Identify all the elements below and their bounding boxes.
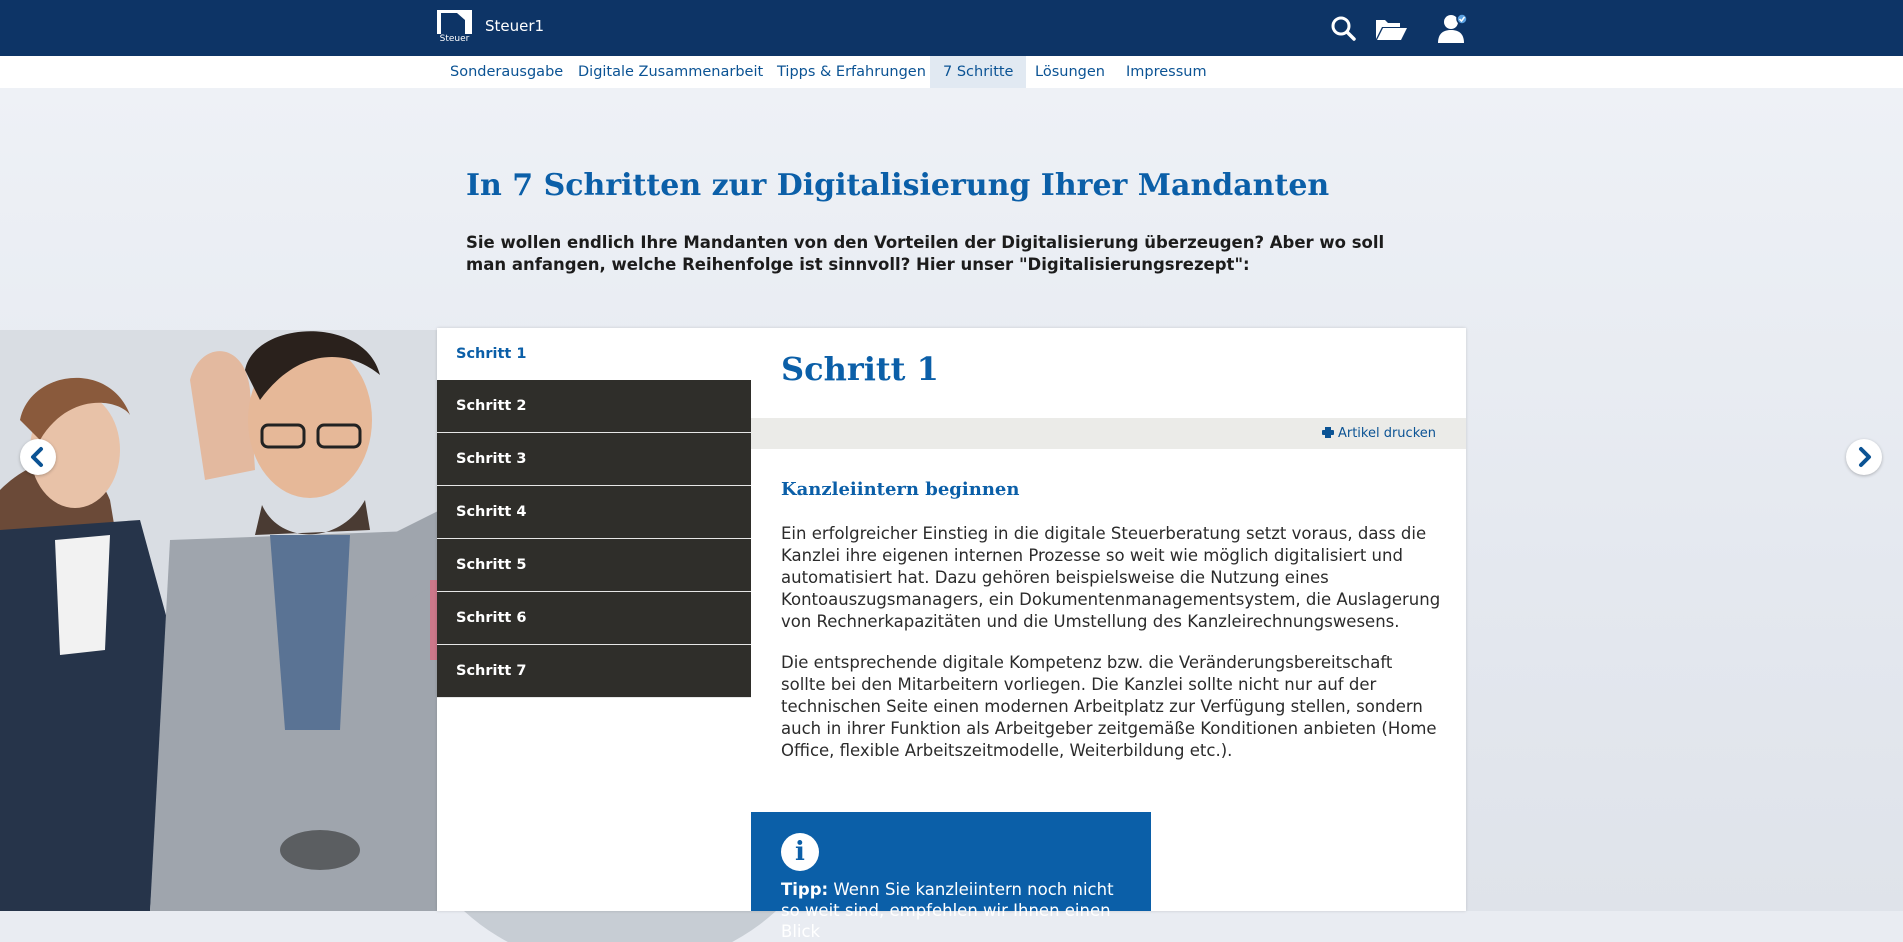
tip-text: [781, 879, 1131, 942]
nav-item-tipps-erfahrungen[interactable]: Tipps & Erfahrungen: [777, 64, 926, 80]
page-title: In 7 Schritten zur Digitalisierung Ihrer Mandanten: [466, 168, 1330, 203]
previous-arrow-button[interactable]: [20, 439, 56, 475]
nav-item-sonderausgabe[interactable]: Sonderausgabe: [450, 64, 564, 80]
tip-label: Tipp:: [781, 880, 829, 899]
tip-body: Wenn Sie kanzleiintern noch nicht so weit sind, empfehlen wir Ihnen einen Blick: [781, 880, 1114, 941]
step-item-3[interactable]: Schritt 3: [437, 433, 751, 486]
top-header: [0, 0, 1903, 56]
user-account-icon[interactable]: [1434, 10, 1470, 46]
content-paragraph-1: Ein erfolgreicher Einstieg in die digitale Steuerberatung setzt voraus, dass die Kanzlei ihre eigenen internen Prozesse so weit wie möglich digitalisiert und automatisiert hat. Dazu gehören beispielsweise die Nutzung eines Kontoauszugsmanagers, ein Dokumentenmanagementsystem, die Auslagerung von Rechnerkapazitäten und die Umstellung des Kanzleirechnungswesens.: [781, 524, 1441, 631]
chevron-left-icon: [20, 439, 56, 475]
step-item-2[interactable]: Schritt 2: [437, 380, 751, 433]
search-icon[interactable]: [1326, 10, 1362, 46]
logo-text: Steuer: [437, 34, 472, 45]
nav-item-impressum[interactable]: Impressum: [1126, 64, 1207, 80]
nav-item-7-schritte[interactable]: 7 Schritte: [930, 56, 1026, 88]
print-bar: [751, 418, 1466, 449]
next-arrow-button[interactable]: [1846, 439, 1882, 475]
step-item-1[interactable]: Schritt 1: [437, 328, 751, 380]
content-subtitle: Kanzleiintern beginnen: [781, 479, 1020, 500]
print-article-link[interactable]: [1322, 418, 1436, 449]
tip-box: [751, 812, 1151, 941]
step-item-4[interactable]: Schritt 4: [437, 486, 751, 539]
steuer-logo[interactable]: [437, 10, 472, 45]
info-icon: i: [781, 833, 819, 871]
nav-item-loesungen[interactable]: Lösungen: [1035, 64, 1105, 80]
step-item-6[interactable]: Schritt 6: [437, 592, 751, 645]
content-title: Schritt 1: [781, 350, 939, 388]
intro-text: Sie wollen endlich Ihre Mandanten von den Vorteilen der Digitalisierung überzeugen? Aber wo soll man anfangen, welche Reihenfolge ist sinnvoll? Hier unser "Digitalisierungsrezept":: [466, 233, 1385, 274]
step-item-5[interactable]: Schritt 5: [437, 539, 751, 592]
chevron-right-icon: [1846, 439, 1882, 475]
printer-icon: [1322, 426, 1338, 441]
steps-menu: [437, 328, 751, 698]
main-navigation: [0, 56, 1903, 88]
print-article-label: Artikel drucken: [1337, 426, 1436, 441]
folder-open-icon[interactable]: [1373, 10, 1409, 46]
step-item-7[interactable]: Schritt 7: [437, 645, 751, 698]
nav-item-digitale-zusammenarbeit[interactable]: Digitale Zusammenarbeit: [578, 64, 764, 80]
content-paragraph-2: Die entsprechende digitale Kompetenz bzw. die Veränderungsbereitschaft sollte bei den Mitarbeitern vorliegen. Die Kanzlei sollte nicht nur auf der technischen Seite einen modernen Arbeitplatz zur Verfügung stellen, sondern auch in ihrer Funktion als Arbeitgeber zeitgemäße Konditionen anbieten (Home Office, flexible Arbeitszeitmodelle, Weiterbildung etc.).: [781, 653, 1437, 760]
app-title: Steuer1: [485, 17, 545, 35]
